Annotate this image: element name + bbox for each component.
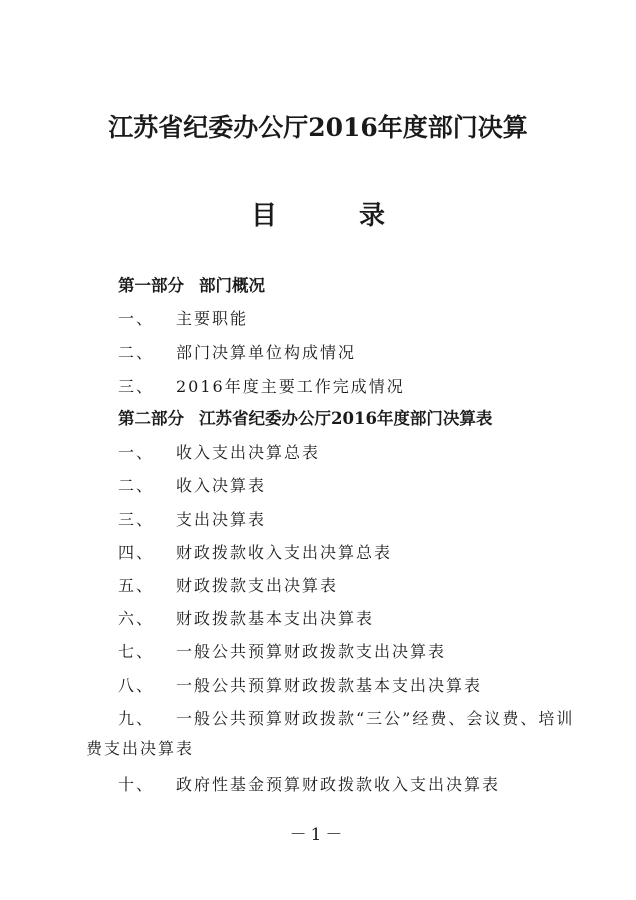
toc-item-text: 主要职能: [176, 309, 249, 328]
toc-item-number: 一、: [118, 309, 155, 328]
toc-item-number: 三、: [118, 510, 155, 529]
toc-part-text: 江苏省纪委办公厅2016年度部门决算表: [199, 409, 493, 428]
toc-item-number: 六、: [118, 609, 155, 628]
toc-item-continuation: 费支出决算表: [86, 739, 195, 758]
toc-heading: 目 录: [250, 201, 413, 231]
page-number: －1－: [289, 825, 347, 845]
toc-item-text: 收入支出决算总表: [176, 443, 321, 462]
toc-item-text: 一般公共预算财政拨款基本支出决算表: [176, 676, 483, 695]
toc-item-number: 五、: [118, 576, 155, 595]
toc-part-text: 部门概况: [199, 276, 265, 295]
toc-item-number: 二、: [118, 343, 155, 362]
toc-item-number: 二、: [118, 476, 155, 495]
toc-part-label: 第一部分: [118, 276, 184, 295]
toc-item-text: 收入决算表: [176, 476, 267, 495]
toc-item-number: 七、: [118, 642, 155, 661]
toc-item-text: 一般公共预算财政拨款支出决算表: [176, 642, 447, 661]
toc-item-text: 支出决算表: [176, 510, 267, 529]
toc-item-text: 财政拨款收入支出决算总表: [176, 543, 393, 562]
document-title: 江苏省纪委办公厅2016年度部门决算: [108, 113, 528, 142]
toc-item-text: 财政拨款支出决算表: [176, 576, 339, 595]
toc-item-number: 九、: [118, 709, 155, 728]
toc-item-text: 一般公共预算财政拨款“三公”经费、会议费、培训: [176, 709, 575, 728]
toc-part-label: 第二部分: [118, 409, 184, 428]
toc-item-text: 政府性基金预算财政拨款收入支出决算表: [176, 775, 501, 794]
toc-item-number: 十、: [118, 775, 155, 794]
toc-item-number: 一、: [118, 443, 155, 462]
toc-item-number: 四、: [118, 543, 155, 562]
toc-item-number: 八、: [118, 676, 155, 695]
toc-item-number: 三、: [118, 377, 155, 396]
toc-item-text: 2016年度主要工作完成情况: [176, 377, 405, 396]
toc-item-text: 财政拨款基本支出决算表: [176, 609, 375, 628]
toc-item-text: 部门决算单位构成情况: [176, 343, 357, 362]
